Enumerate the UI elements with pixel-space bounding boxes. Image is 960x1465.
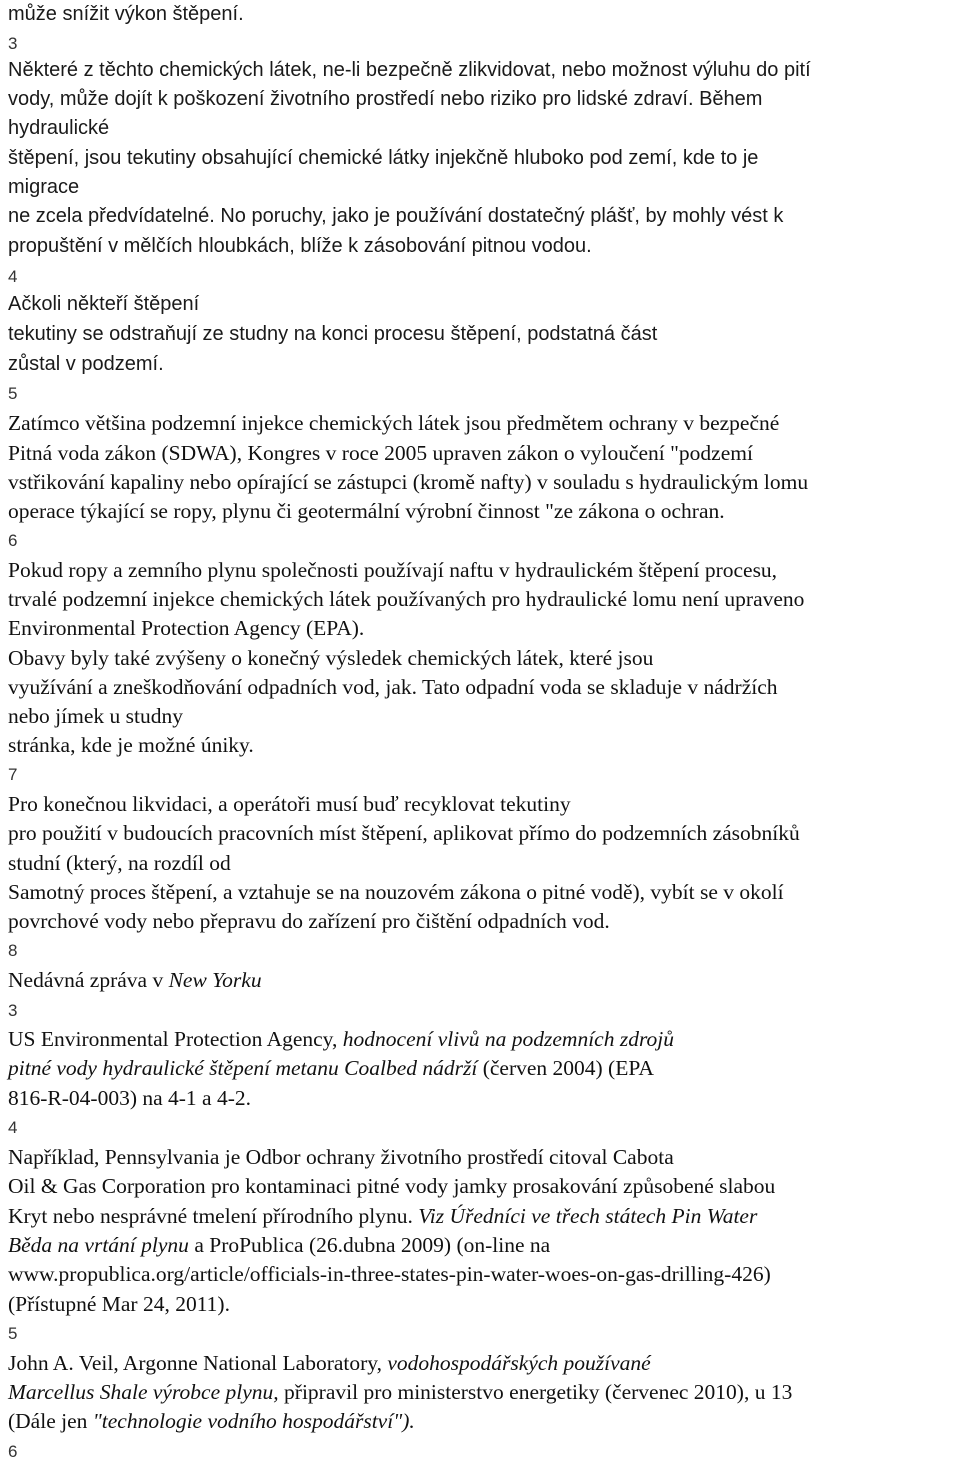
footnote-number: 6 <box>8 531 18 550</box>
text-line <box>8 1353 651 1375</box>
text-span: Nedávná zpráva v <box>8 968 169 992</box>
text-span: a ProPublica (26.dubna 2009) (on-line na <box>188 1233 551 1257</box>
text-line: zůstal v podzemí. <box>8 353 164 375</box>
footnote-number: 4 <box>8 267 18 286</box>
text-line <box>8 970 262 992</box>
text-line: Pitná voda zákon (SDWA), Kongres v roce 2005 upraven zákon o vyloučení "podzemí <box>8 441 753 465</box>
text-line: Pro konečnou likvidaci, a operátoři musí buď recyklovat tekutiny <box>8 792 571 816</box>
text-line: Samotný proces štěpení, a vztahuje se na nouzovém zákona o pitné vodě), vybít se v okolí <box>8 880 784 904</box>
text-line: Zatímco většina podzemní injekce chemických látek jsou předmětem ochrany v bezpečné <box>8 411 780 435</box>
footnote-number: 5 <box>8 384 18 403</box>
text-line: Oil & Gas Corporation pro kontaminaci pitné vody jamky prosakování způsobené slabou <box>8 1174 776 1198</box>
italic-span: Viz Úředníci ve třech státech Pin Water <box>418 1204 758 1228</box>
footnote-number: 8 <box>8 941 18 960</box>
text-line: trvalé podzemní injekce chemických látek používaných pro hydraulické lomu není upraveno <box>8 587 805 611</box>
text-line: Ačkoli někteří štěpení <box>8 293 200 315</box>
italic-span: "technologie vodního hospodářství"). <box>92 1409 415 1433</box>
footnote-number: 3 <box>8 34 18 53</box>
footnote-number: 5 <box>8 1324 18 1343</box>
text-line: studní (který, na rozdíl od <box>8 851 231 875</box>
text-span: (červen 2004) (EPA <box>477 1056 654 1080</box>
text-line: ne zcela předvídatelné. No poruchy, jako je používání dostatečný plášť, by mohly vést k <box>8 205 784 227</box>
italic-span: hodnocení vlivů na podzemních zdrojů <box>342 1027 674 1051</box>
text-line: nebo jímek u studny <box>8 704 183 728</box>
text-span: John A. Veil, Argonne National Laboratory, <box>8 1351 388 1375</box>
url-line: www.propublica.org/article/officials-in-three-states-pin-water-woes-on-gas-drilling-426) <box>8 1262 771 1286</box>
text-line: Pokud ropy a zemního plynu společnosti používají naftu v hydraulickém štěpení procesu, <box>8 558 778 582</box>
footnote-number: 4 <box>8 1118 18 1137</box>
text-line: vody, může dojít k poškození životního prostředí nebo riziko pro lidské zdraví. Během <box>8 88 763 110</box>
footnote-number: 6 <box>8 1442 18 1461</box>
italic-span: Běda na vrtání plynu <box>8 1233 189 1257</box>
text-line: operace týkající se ropy, plynu či geotermální výrobní činnost "ze zákona o ochran. <box>8 499 725 523</box>
text-span: US Environmental Protection Agency, <box>8 1027 343 1051</box>
footnote-number: 7 <box>8 765 18 784</box>
text-line <box>8 1411 415 1433</box>
text-line: pro použití v budoucích pracovních míst štěpení, aplikovat přímo do podzemních zásobníků <box>8 821 800 845</box>
italic-span: New Yorku <box>168 968 262 992</box>
text-line: může snížit výkon štěpení. <box>8 3 244 25</box>
text-line: využívání a zneškodňování odpadních vod, jak. Tato odpadní voda se skladuje v nádržích <box>8 675 778 699</box>
text-line: hydraulické <box>8 117 110 139</box>
text-span: připravil pro ministerstvo energetiky (červenec 2010), u 13 <box>278 1380 793 1404</box>
italic-span: Marcellus Shale výrobce plynu, <box>8 1380 279 1404</box>
text-line: migrace <box>8 176 80 198</box>
text-line: vstřikování kapaliny nebo opírající se zástupci (kromě nafty) v souladu s hydraulickým lomu <box>8 470 809 494</box>
text-line: (Přístupné Mar 24, 2011). <box>8 1292 230 1316</box>
footnote-number: 3 <box>8 1001 18 1020</box>
italic-span: pitné vody hydraulické štěpení metanu Coalbed nádrží <box>8 1056 478 1080</box>
text-line <box>8 1235 550 1257</box>
italic-span: vodohospodářských používané <box>387 1351 651 1375</box>
text-line: povrchové vody nebo přepravu do zařízení pro čištění odpadních vod. <box>8 909 610 933</box>
text-line: Některé z těchto chemických látek, ne-li bezpečně zlikvidovat, nebo možnost výluhu do pití <box>8 59 811 81</box>
text-line: stránka, kde je možné úniky. <box>8 733 254 757</box>
text-span: (Dále jen <box>8 1409 93 1433</box>
text-line: Obavy byly také zvýšeny o konečný výsledek chemických látek, které jsou <box>8 646 654 670</box>
text-line: tekutiny se odstraňují ze studny na konci procesu štěpení, podstatná část <box>8 323 658 345</box>
text-line <box>8 1058 654 1080</box>
text-line: 816-R-04-003) na 4-1 a 4-2. <box>8 1086 252 1110</box>
text-line: propuštění v mělčích hloubkách, blíže k zásobování pitnou vodou. <box>8 235 592 257</box>
text-line <box>8 1029 674 1051</box>
text-span: Kryt nebo nesprávné tmelení přírodního plynu. <box>8 1204 419 1228</box>
text-line <box>8 1382 792 1404</box>
text-line: Například, Pennsylvania je Odbor ochrany životního prostředí citoval Cabota <box>8 1145 674 1169</box>
text-line <box>8 1206 757 1228</box>
text-line: Environmental Protection Agency (EPA). <box>8 616 365 640</box>
text-line: štěpení, jsou tekutiny obsahující chemické látky injekčně hluboko pod zemí, kde to je <box>8 147 759 169</box>
